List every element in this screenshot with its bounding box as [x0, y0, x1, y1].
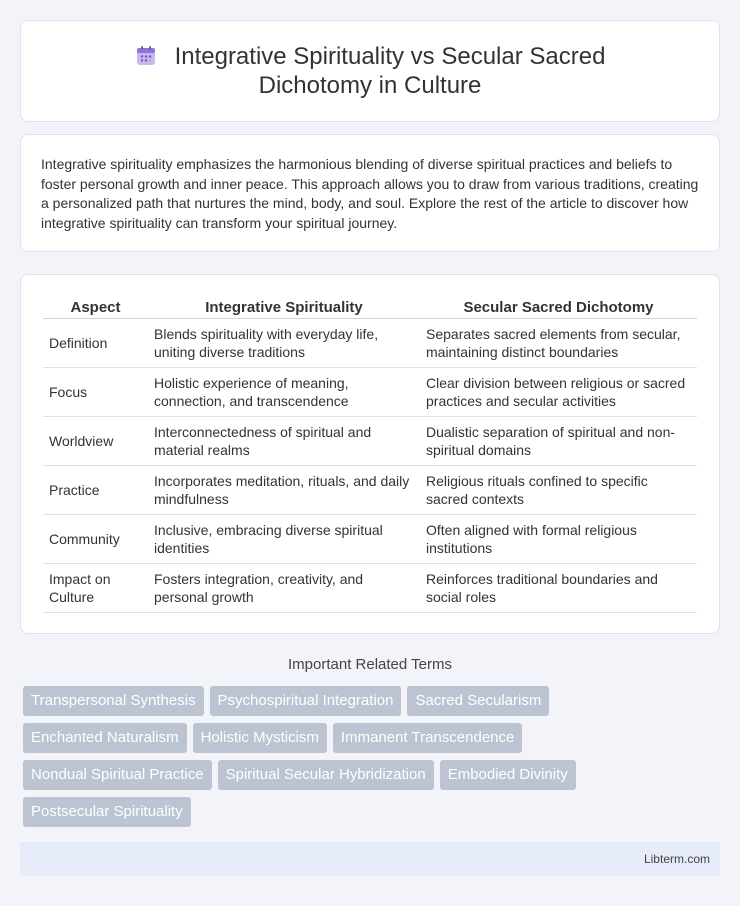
tag-sacred-secularism[interactable]: Sacred Secularism	[407, 686, 549, 716]
table-row	[43, 466, 697, 515]
row-integrative: Blends spirituality with everyday life, uniting diverse traditions	[148, 319, 420, 368]
tag-immanent-transcendence[interactable]: Immanent Transcendence	[333, 723, 522, 753]
table-row	[43, 417, 697, 466]
tag-holistic-mysticism[interactable]: Holistic Mysticism	[193, 723, 327, 753]
tag-postsecular-spirituality[interactable]: Postsecular Spirituality	[23, 797, 191, 827]
table-row	[43, 319, 697, 368]
table-row	[43, 368, 697, 417]
row-aspect: Impact on Culture	[43, 564, 148, 613]
row-secular: Clear division between religious or sacred practices and secular activities	[420, 368, 697, 417]
header-integrative: Integrative Spirituality	[148, 295, 420, 319]
row-integrative: Fosters integration, creativity, and personal growth	[148, 564, 420, 613]
table-header-row	[43, 295, 697, 319]
footer-site-link[interactable]: Libterm.com	[643, 852, 710, 866]
tag-enchanted-naturalism[interactable]: Enchanted Naturalism	[23, 723, 187, 753]
related-terms-list	[20, 686, 620, 827]
row-secular: Separates sacred elements from secular, maintaining distinct boundaries	[420, 319, 697, 368]
table-row	[43, 564, 697, 613]
row-aspect: Practice	[43, 466, 148, 515]
row-aspect: Focus	[43, 368, 148, 417]
tag-psychospiritual-integration[interactable]: Psychospiritual Integration	[210, 686, 402, 716]
footer	[20, 842, 720, 876]
title-card	[20, 20, 720, 122]
row-integrative: Inclusive, embracing diverse spiritual identities	[148, 515, 420, 564]
row-secular: Often aligned with formal religious institutions	[420, 515, 697, 564]
comparison-table	[43, 295, 697, 613]
row-aspect: Worldview	[43, 417, 148, 466]
header-secular: Secular Sacred Dichotomy	[420, 295, 697, 319]
intro-card	[20, 134, 720, 252]
row-integrative: Interconnectedness of spiritual and material realms	[148, 417, 420, 466]
intro-text: Integrative spirituality emphasizes the harmonious blending of diverse spiritual practices and beliefs to foster personal growth and inner peace. This approach allows you to draw from various traditions, creating a personalized path that nurtures the mind, body, and soul. Explore the rest of the article to discover how integrative spirituality can transform your spiritual journey.	[41, 156, 699, 231]
tag-embodied-divinity[interactable]: Embodied Divinity	[440, 760, 576, 790]
tag-transpersonal-synthesis[interactable]: Transpersonal Synthesis	[23, 686, 204, 716]
calendar-icon	[135, 45, 157, 67]
related-terms-heading: Important Related Terms	[288, 656, 452, 673]
tag-spiritual-secular-hybridization[interactable]: Spiritual Secular Hybridization	[218, 760, 434, 790]
row-integrative: Incorporates meditation, rituals, and daily mindfulness	[148, 466, 420, 515]
row-secular: Religious rituals confined to specific sacred contexts	[420, 466, 697, 515]
row-secular: Dualistic separation of spiritual and non-spiritual domains	[420, 417, 697, 466]
row-secular: Reinforces traditional boundaries and social roles	[420, 564, 697, 613]
table-row	[43, 515, 697, 564]
row-integrative: Holistic experience of meaning, connection, and transcendence	[148, 368, 420, 417]
row-aspect: Community	[43, 515, 148, 564]
page-title: Integrative Spirituality vs Secular Sacred Dichotomy in Culture	[174, 43, 606, 99]
tag-nondual-spiritual-practice[interactable]: Nondual Spiritual Practice	[23, 760, 212, 790]
comparison-card	[20, 274, 720, 634]
title-wrap	[81, 42, 659, 100]
header-aspect: Aspect	[43, 295, 148, 319]
row-aspect: Definition	[43, 319, 148, 368]
